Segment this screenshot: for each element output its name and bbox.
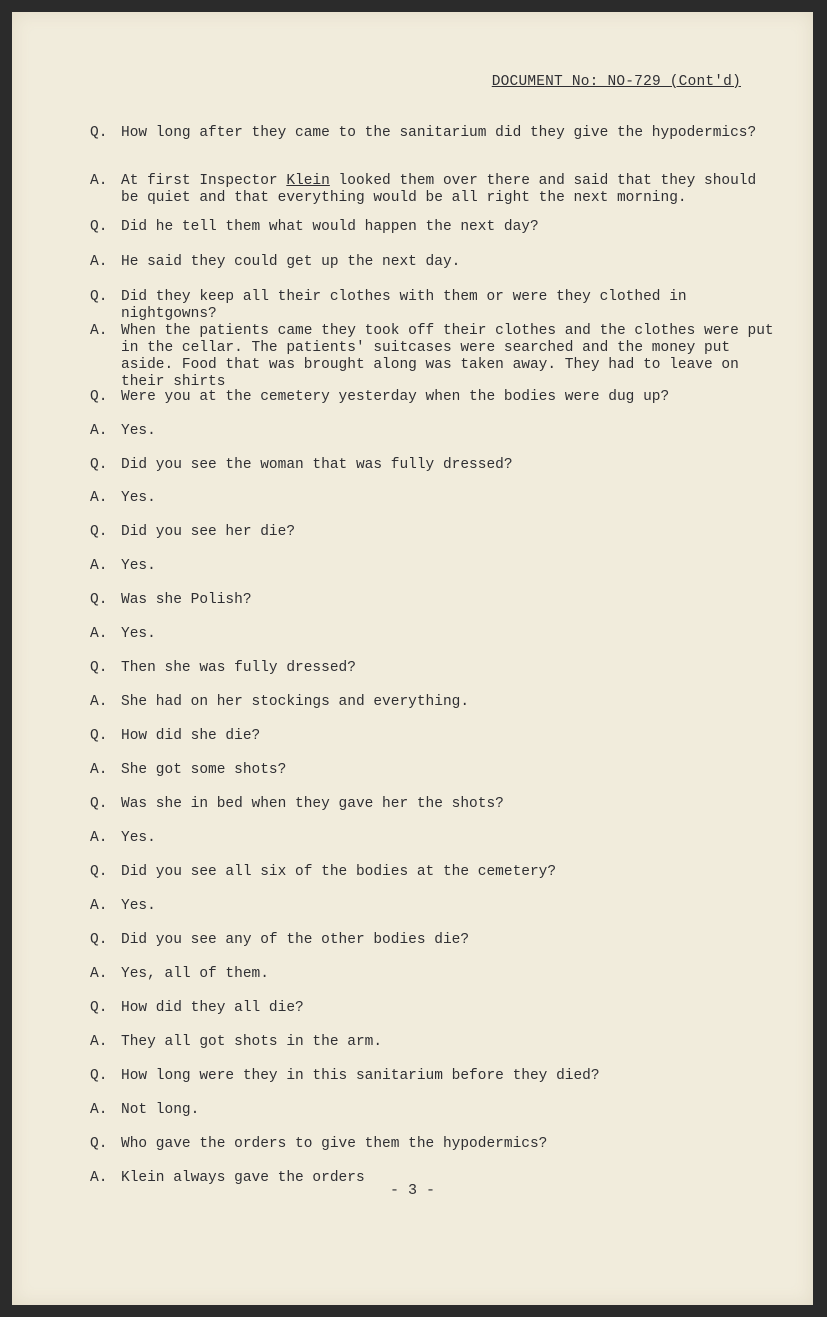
question-15 xyxy=(90,1136,780,1153)
answer-9 xyxy=(90,762,780,779)
question-14 xyxy=(90,1068,780,1085)
speaker-mark: A. xyxy=(90,898,108,914)
question-8 xyxy=(90,660,780,677)
question-2 xyxy=(90,219,780,236)
entry-text: Did you see all six of the bodies at the cemetery? xyxy=(121,864,557,880)
entry-text: Yes. xyxy=(121,898,156,914)
answer-5 xyxy=(90,490,780,507)
answer-14 xyxy=(90,1102,780,1119)
answer-11 xyxy=(90,898,780,915)
speaker-mark: Q. xyxy=(90,125,108,141)
answer-8 xyxy=(90,694,780,711)
speaker-mark: A. xyxy=(90,558,108,574)
speaker-mark: Q. xyxy=(90,1000,108,1016)
speaker-mark: A. xyxy=(90,490,108,506)
entry-text: When the patients came they took off their clothes and the clothes were put in the cellar. The patients' suitcases were searched and the money put aside. Food that was brought along was taken away. They had to leave on their shirts xyxy=(121,323,774,390)
entry-text: How long were they in this sanitarium before they died? xyxy=(121,1068,600,1084)
answer-6 xyxy=(90,558,780,575)
speaker-mark: Q. xyxy=(90,219,108,235)
entry-text: Then she was fully dressed? xyxy=(121,660,356,676)
document-page xyxy=(12,12,813,1305)
entry-text: They all got shots in the arm. xyxy=(121,1034,383,1050)
entry-text: Yes. xyxy=(121,558,156,574)
speaker-mark: Q. xyxy=(90,932,108,948)
entry-text: Yes. xyxy=(121,626,156,642)
speaker-mark: Q. xyxy=(90,389,108,405)
speaker-mark: Q. xyxy=(90,660,108,676)
entry-text: Was she in bed when they gave her the shots? xyxy=(121,796,504,812)
speaker-mark: A. xyxy=(90,173,108,189)
speaker-mark: Q. xyxy=(90,1136,108,1152)
entry-text: He said they could get up the next day. xyxy=(121,254,461,270)
entry-text: Did you see her die? xyxy=(121,524,296,540)
answer-13 xyxy=(90,1034,780,1051)
question-3 xyxy=(90,289,780,323)
entry-text: Klein always gave the orders xyxy=(121,1170,365,1186)
question-10 xyxy=(90,796,780,813)
speaker-mark: Q. xyxy=(90,796,108,812)
entry-text: Did you see the woman that was fully dressed? xyxy=(121,457,513,473)
entry-text-part: At first Inspector xyxy=(121,173,287,189)
entry-text: How long after they came to the sanitarium did they give the hypodermics? xyxy=(121,125,757,141)
speaker-mark: Q. xyxy=(90,864,108,880)
speaker-mark: Q. xyxy=(90,592,108,608)
question-5 xyxy=(90,457,780,474)
entry-text: Were you at the cemetery yesterday when the bodies were dug up? xyxy=(121,389,670,405)
speaker-mark: Q. xyxy=(90,1068,108,1084)
speaker-mark: A. xyxy=(90,1034,108,1050)
entry-text: Was she Polish? xyxy=(121,592,252,608)
entry-text: Did they keep all their clothes with them or were they clothed in nightgowns? xyxy=(121,289,687,322)
question-13 xyxy=(90,1000,780,1017)
entry-text: How did they all die? xyxy=(121,1000,304,1016)
entry-text: Yes, all of them. xyxy=(121,966,269,982)
entry-text: She got some shots? xyxy=(121,762,287,778)
speaker-mark: Q. xyxy=(90,524,108,540)
question-11 xyxy=(90,864,780,881)
speaker-mark: Q. xyxy=(90,728,108,744)
answer-4 xyxy=(90,423,780,440)
speaker-mark: A. xyxy=(90,254,108,270)
entry-text: Yes. xyxy=(121,830,156,846)
answer-7 xyxy=(90,626,780,643)
entry-text-part: looked them over there and said that they should be quiet and that everything would be all right the next morning. xyxy=(121,173,757,206)
entry-text xyxy=(121,173,780,207)
speaker-mark: A. xyxy=(90,694,108,710)
question-7 xyxy=(90,592,780,609)
question-4 xyxy=(90,389,780,406)
entry-text: She had on her stockings and everything. xyxy=(121,694,470,710)
speaker-mark: Q. xyxy=(90,289,108,305)
speaker-mark: A. xyxy=(90,1102,108,1118)
entry-text: How did she die? xyxy=(121,728,261,744)
document-reference: DOCUMENT No: NO-729 (Cont'd) xyxy=(491,74,741,90)
question-9 xyxy=(90,728,780,745)
answer-3 xyxy=(90,323,780,391)
answer-10 xyxy=(90,830,780,847)
speaker-mark: A. xyxy=(90,1170,108,1186)
entry-text: Yes. xyxy=(121,490,156,506)
answer-2 xyxy=(90,254,780,271)
question-6 xyxy=(90,524,780,541)
entry-text: Did you see any of the other bodies die? xyxy=(121,932,470,948)
entry-text: Not long. xyxy=(121,1102,200,1118)
speaker-mark: A. xyxy=(90,966,108,982)
answer-12 xyxy=(90,966,780,983)
entry-text: Did he tell them what would happen the next day? xyxy=(121,219,539,235)
underlined-name: Klein xyxy=(286,173,330,189)
question-1 xyxy=(90,125,780,142)
question-12 xyxy=(90,932,780,949)
speaker-mark: A. xyxy=(90,423,108,439)
speaker-mark: A. xyxy=(90,323,108,339)
speaker-mark: A. xyxy=(90,830,108,846)
answer-1 xyxy=(90,173,780,207)
entry-text: Who gave the orders to give them the hypodermics? xyxy=(121,1136,548,1152)
speaker-mark: A. xyxy=(90,626,108,642)
entry-text: Yes. xyxy=(121,423,156,439)
page-number: - 3 - xyxy=(389,1182,435,1199)
speaker-mark: Q. xyxy=(90,457,108,473)
speaker-mark: A. xyxy=(90,762,108,778)
